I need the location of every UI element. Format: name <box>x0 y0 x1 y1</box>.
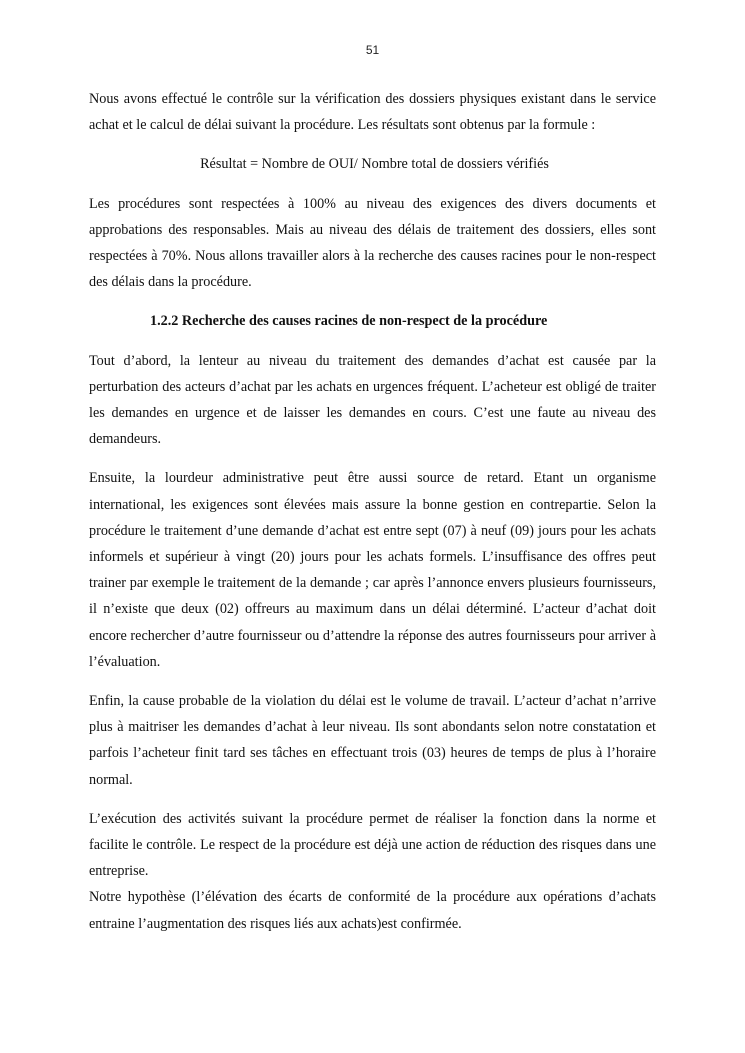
formula-line: Résultat = Nombre de OUI/ Nombre total de dossiers vérifiés <box>200 156 549 173</box>
paragraph-second-cause: Ensuite, la lourdeur administrative peut être aussi source de retard. Etant un organisme international, les exigences sont élevées mais assure la bonne gestion en contrepartie. Selon la procédure le traitement d’une demande d’achat est entre sept (07) à neuf (09) jours pour les achats informels et supérieur à vingt (20) jours pour les achats formels. L’insuffisance des offres peut trainer par exemple le traitement de la demande ; car après l’annonce envers plusieurs fournisseurs, il n’existe que deux (02) offreurs au maximum dans un délai déterminé. L’acteur d’achat doit encore rechercher d’autre fournisseur ou d’attendre la réponse des autres fournisseurs pour arriver à l’évaluation. <box>89 470 656 670</box>
paragraph-control-method: Nous avons effectué le contrôle sur la vérification des dossiers physiques existant dans le service achat et le calcul de délai suivant la procédure. Les résultats sont obtenus par la formule : <box>89 91 656 134</box>
paragraph-procedure-results: Les procédures sont respectées à 100% au niveau des exigences des divers documents et approbations des responsables. Mais au niveau des délais de traitement des dossiers, elles sont respectées à 70%. Nous allons travailler alors à la recherche des causes racines pour le non-respect des délais dans la procédure. <box>89 195 656 291</box>
page-number: 51 <box>365 43 380 57</box>
page-content <box>89 86 656 937</box>
paragraph-first-cause: Tout d’abord, la lenteur au niveau du traitement des demandes d’achat est causée par la perturbation des acteurs d’achat par les achats en urgences fréquent. L’acheteur est obligé de traiter les demandes en urgence et de laisser les demandes en cours. C’est une faute au niveau des demandeurs. <box>89 352 656 448</box>
paragraph-hypothesis-confirmed: Notre hypothèse (l’élévation des écarts de conformité de la procédure aux opérations d’achats entraine l’augmentation des risques liés aux achats)est confirmée. <box>89 889 656 932</box>
section-heading: 1.2.2 Recherche des causes racines de non-respect de la procédure <box>150 313 548 330</box>
paragraph-procedure-benefit: L’exécution des activités suivant la procédure permet de réaliser la fonction dans la norme et facilite le contrôle. Le respect de la procédure est déjà une action de réduction des risques dans une entreprise. <box>89 810 656 880</box>
paragraph-third-cause: Enfin, la cause probable de la violation du délai est le volume de travail. L’acteur d’achat n’arrive plus à maitriser les demandes d’achat à leur niveau. Ils sont abondants selon notre constatation et parfois l’acheteur finit tard ses tâches en effectuant trois (03) heures de temps de plus à l’horaire normal. <box>89 693 656 788</box>
